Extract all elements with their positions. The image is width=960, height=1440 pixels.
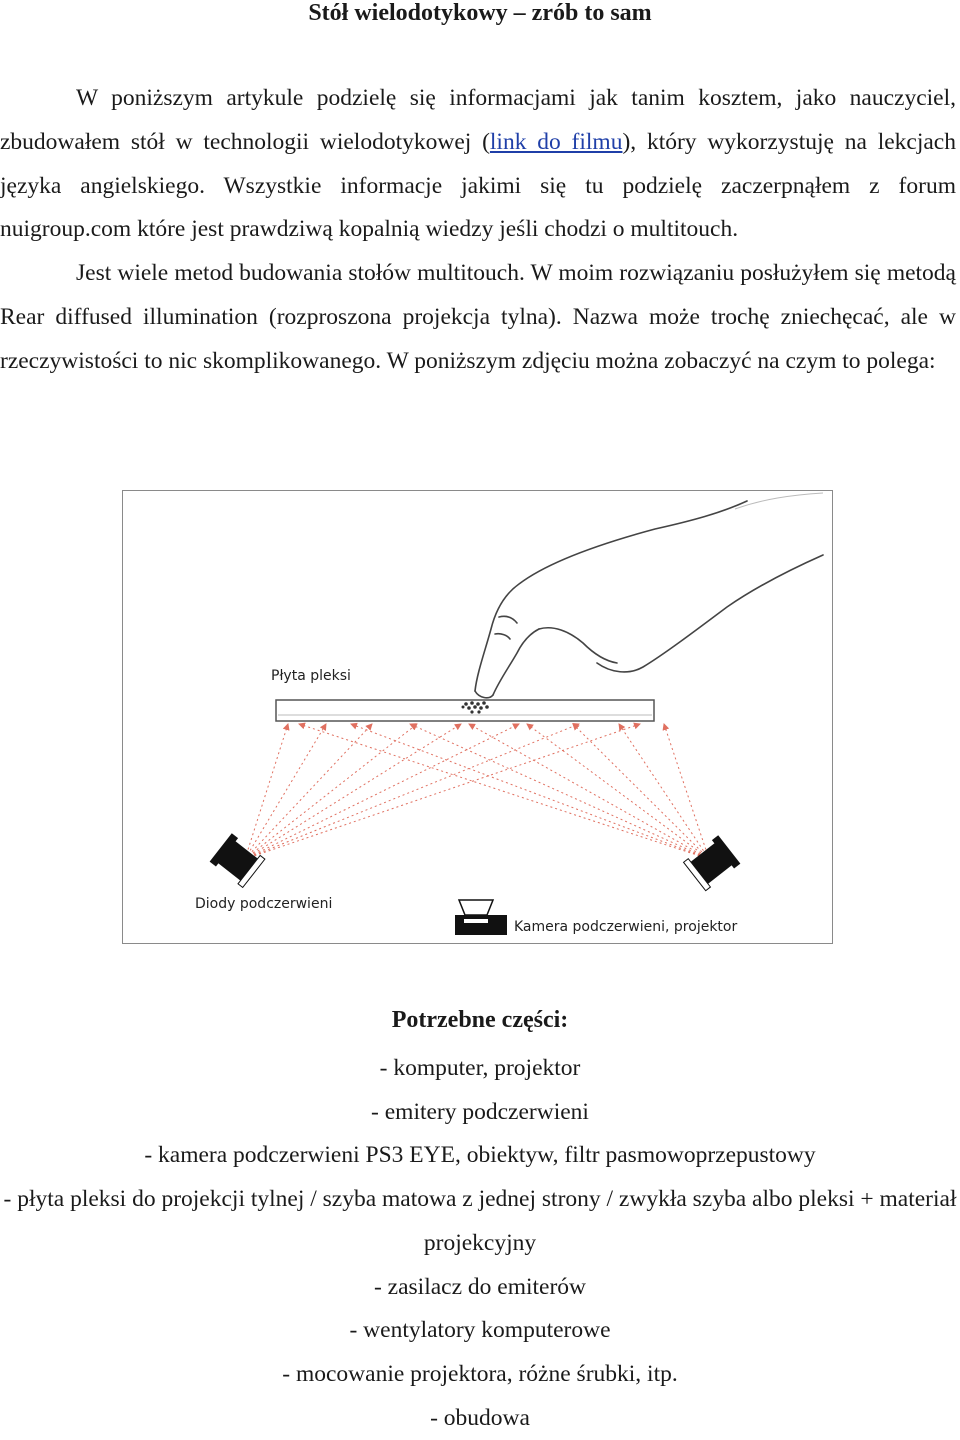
parts-list [0,1047,960,1440]
knuckle-crease [499,616,517,623]
ray [527,724,709,859]
list-item: - obudowa [430,1404,530,1431]
method-paragraph: Jest wiele metod budowania stołów multitouch. W moim rozwiązaniu posłużyłem się metodą Rear diffused illumination (rozproszona projekcja tylna). Nazwa może trochę zniechęcać, ale w rzeczywistości to nic skomplikowanego. W poniższym zdjęciu można zobaczyć na czym to polega: [0,260,956,374]
rear-di-diagram [122,490,833,944]
page-title: Stół wielodotykowy – zrób to sam [308,0,652,26]
hand-top-edge [475,501,747,691]
list-item: - emitery podczerwieni [371,1098,589,1125]
hand-illustration [475,501,823,698]
ray [299,724,709,859]
video-link[interactable]: link do filmu [489,128,623,155]
list-item: - mocowanie projektora, różne śrubki, itp. [282,1360,678,1387]
ray [619,724,709,859]
right-ir-emitter [684,835,741,890]
ray [469,724,709,859]
ray [245,724,579,859]
knuckle-curve [539,628,617,663]
knuckle-crease-2 [495,634,510,639]
left-ir-emitter [210,833,265,887]
parts-heading: Potrzebne części: [391,1007,569,1033]
ray [245,724,640,859]
ray [245,724,461,859]
sleeve-edge [735,493,823,509]
ray [245,724,417,859]
intro-text-before-link: W poniższym artykule podzielę się informacjami jak tanim kosztem, jako nauczyciel, zbudowałem stół w technologii wielodotykowej ( [0,85,956,155]
ray [664,724,709,859]
list-item: - wentylatory komputerowe [349,1317,611,1344]
list-item: - komputer, projektor [379,1055,581,1081]
intro-text-after-link: ), który wykorzystuję na lekcjach języka angielskiego. Wszystkie informacje jakimi się tu podzielę zaczerpnąłem z forum nuigroup.com które jest prawdziwą kopalnią wiedzy jeśli chodzi o multitouch. [0,128,956,243]
diagram-canvas [123,491,832,943]
list-item: - zasilacz do emiterów [373,1273,587,1300]
ray [245,724,288,859]
plate-label: Płyta pleksi [271,668,351,684]
hand-lower-edge [597,555,823,672]
fingertip [475,691,493,698]
leds-label: Diody podczerwieni [195,896,333,912]
ray [245,724,519,859]
camera-projector [455,900,507,935]
list-item: - płyta pleksi do projekcji tylnej / szyba matowa z jednej strony / zwykła szyba albo pleksi + materiał projekcyjny [3,1186,957,1256]
camera-label: Kamera podczerwieni, projektor [514,919,738,935]
list-item: - kamera podczerwieni PS3 EYE, obiektyw, filtr pasmowoprzepustowy [144,1142,816,1169]
ray [573,724,709,859]
ray [351,724,709,859]
infrared-rays [245,724,709,859]
intro-paragraph [0,77,956,252]
ray [245,724,372,859]
finger-underside [493,629,539,695]
